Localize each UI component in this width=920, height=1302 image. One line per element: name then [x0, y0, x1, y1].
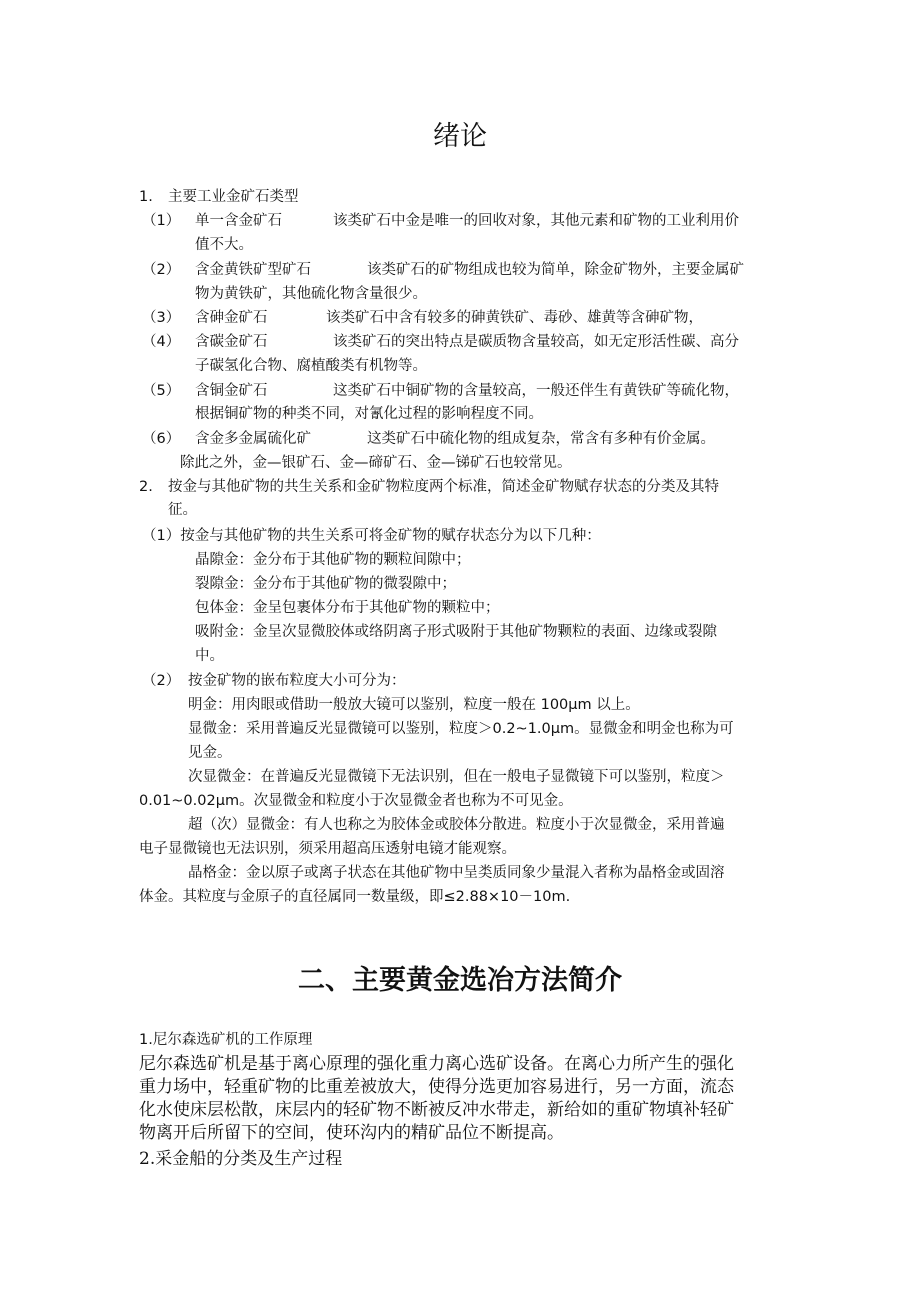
item-name: 单一含金矿石	[195, 213, 282, 229]
section1-heading: 主要工业金矿石类型	[168, 189, 299, 205]
grain-size-item: 晶格金：金以原子或离子状态在其他矿物中呈类质同象少量混入者称为晶格金或固溶	[188, 865, 725, 881]
item-description-cont: 子碳氢化合物、腐植酸类有机物等。	[195, 358, 427, 374]
section2-heading: 按金与其他矿物的共生关系和金矿物粒度两个标准，简述金矿物赋存状态的分类及其特	[168, 479, 719, 495]
occurrence-item: 包体金：金呈包裹体分布于其他矿物的颗粒中；	[195, 600, 500, 616]
item-name: 含铜金矿石	[195, 383, 268, 399]
item-description-cont: 物为黄铁矿，其他硫化物含量很少。	[195, 286, 427, 302]
paragraph-line: 重力场中，轻重矿物的比重差被放大，使得分选更加容易进行，另一方面，流态	[139, 1077, 734, 1097]
subsection2-intro: 按金矿物的嵌布粒度大小可分为：	[188, 673, 406, 689]
item-number: （3）	[142, 310, 181, 326]
occurrence-item-cont: 中。	[195, 648, 224, 664]
occurrence-item: 裂隙金：金分布于其他矿物的微裂隙中；	[195, 576, 456, 592]
item-number: （4）	[142, 334, 181, 350]
paragraph-line: 化水使床层松散，床层内的轻矿物不断被反冲水带走，新给如的重矿物填补轻矿	[139, 1100, 734, 1120]
paragraph-line: 物离开后所留下的空间，使环沟内的精矿品位不断提高。	[139, 1123, 564, 1143]
item-number: （6）	[142, 431, 181, 447]
grain-size-item: 显微金：采用普遍反光显微镜可以鉴别，粒度＞0.2~1.0μm。显微金和明金也称为可	[188, 721, 734, 737]
item-number: （2）	[142, 262, 181, 278]
item-number: （1）	[142, 213, 181, 229]
grain-size-item: 明金：用肉眼或借助一般放大镜可以鉴别，粒度一般在 100μm 以上。	[188, 697, 640, 713]
item-number: （5）	[142, 383, 181, 399]
part2-heading: 2.采金船的分类及生产过程	[139, 1149, 343, 1169]
grain-size-item: 超（次）显微金：有人也称之为胶体金或胶体分散进。粒度小于次显微金，采用普遍	[188, 817, 725, 833]
item-description-cont: 根据铜矿物的种类不同，对氰化过程的影响程度不同。	[195, 406, 543, 422]
section1-extra-note: 除此之外，金—银矿石、金—碲矿石、金—锑矿石也较常见。	[180, 455, 572, 471]
item-description: 该类矿石的突出特点是碳质物含量较高，如无定形活性碳、高分	[333, 334, 739, 350]
occurrence-item: 吸附金：金呈次显微胶体或络阴离子形式吸附于其他矿物颗粒的表面、边缘或裂隙	[195, 624, 717, 640]
grain-size-item: 次显微金：在普遍反光显微镜下无法识别，但在一般电子显微镜下可以鉴别，粒度＞	[188, 769, 725, 785]
item-description: 这类矿石中硫化物的组成复杂，常含有多种有价金属。	[367, 431, 715, 447]
item-name: 含金黄铁矿型矿石	[195, 262, 311, 278]
item-description: 该类矿石中金是唯一的回收对象，其他元素和矿物的工业利用价	[333, 213, 739, 229]
item-name: 含碳金矿石	[195, 334, 268, 350]
part2-heading: 1.尼尔森选矿机的工作原理	[139, 1032, 313, 1048]
section2-heading-cont: 征。	[168, 502, 197, 518]
grain-size-item-cont: 体金。其粒度与金原子的直径属同一数量级，即≤2.88×10－10m.	[139, 889, 571, 905]
item-name: 含砷金矿石	[195, 310, 268, 326]
subsection2-number: （2）	[142, 673, 181, 689]
occurrence-item: 晶隙金：金分布于其他矿物的颗粒间隙中；	[195, 552, 471, 568]
item-name: 含金多金属硫化矿	[195, 431, 311, 447]
section2-number: 2.	[139, 479, 153, 495]
section1-number: 1.	[139, 189, 153, 205]
page-title: 绪论	[433, 121, 487, 152]
item-description: 该类矿石中含有较多的砷黄铁矿、毒砂、雄黄等含砷矿物，	[326, 310, 703, 326]
grain-size-item-cont: 见金。	[188, 745, 232, 761]
grain-size-item-cont: 电子显微镜也无法识别，须采用超高压透射电镜才能观察。	[139, 841, 516, 857]
paragraph-line: 尼尔森选矿机是基于离心原理的强化重力离心选矿设备。在离心力所产生的强化	[139, 1054, 734, 1074]
subsection1-intro: （1）按金与其他矿物的共生关系可将金矿物的赋存状态分为以下几种：	[142, 528, 601, 544]
item-description: 该类矿石的矿物组成也较为简单，除金矿物外，主要金属矿	[367, 262, 744, 278]
item-description: 这类矿石中铜矿物的含量较高，一般还伴生有黄铁矿等硫化物，	[333, 383, 739, 399]
section-title: 二、主要黄金选冶方法简介	[298, 965, 622, 996]
item-description-cont: 值不大。	[195, 237, 253, 253]
grain-size-item-cont: 0.01~0.02μm。次显微金和粒度小于次显微金者也称为不可见金。	[139, 793, 573, 809]
